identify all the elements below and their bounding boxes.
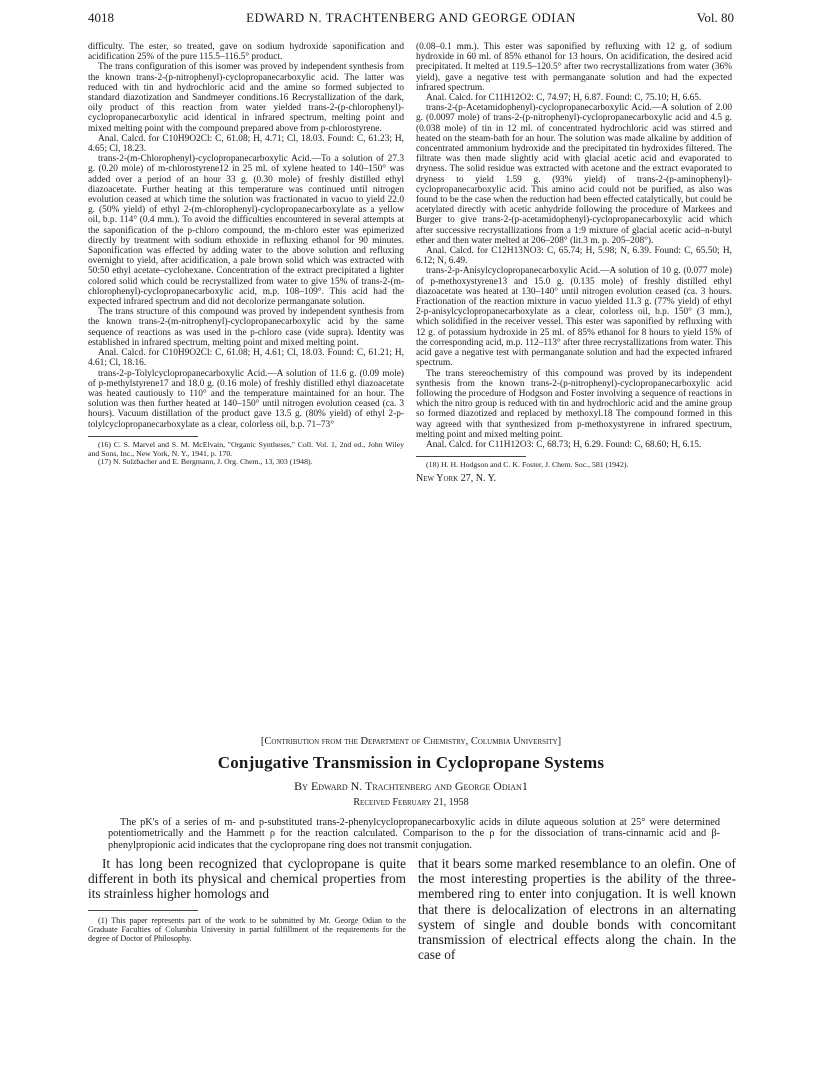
page-number: 4018	[88, 10, 114, 25]
running-header	[88, 10, 734, 30]
footnote: (17) N. Sulzbacher and E. Bergmann, J. Org. Chem., 13, 303 (1948).	[98, 457, 313, 467]
analysis-line: Anal. Calcd. for C10H9O2Cl: C, 61.08; H, 4.71; Cl, 18.03. Found: C, 61.23; H, 4.65; Cl, 18.23.	[88, 133, 404, 155]
analysis-line: Anal. Calcd. for C11H12O3: C, 68.73; H, 6.29. Found: C, 68.60; H, 6.15.	[426, 439, 702, 450]
footnote-rule	[88, 436, 198, 437]
paragraph: trans-2-p-Tolylcyclopropanecarboxylic Acid.—A solution of 11.6 g. (0.09 mole) of p-methylstyrene17 and 18.0 g. (0.16 mole) of freshly distilled ethyl diazoacetate was heated cautiously to 110° and the temperature maintained for an hour. The solution was then further heated at 140–150° until nitrogen evolution ceased (ca. 3 hours). Vacuum distillation of the product gave 13.5 g. (80% yield) of ethyl 2-p-tolylcyclopropanecarboxylate as a clear, colorless oil, b.p. 71–73°	[88, 368, 404, 430]
analysis-line: Anal. Calcd. for C12H13NO3: C, 65.74; H, 5.98; N, 6.39. Found: C, 65.50; H, 6.12; N, 6.49.	[416, 246, 732, 267]
body-left-column	[88, 856, 406, 944]
paragraph: (0.08–0.1 mm.). This ester was saponified by refluxing with 12 g. of sodium hydroxide in 60 ml. of 85% ethanol for 13 hours. On acidification, the desired acid precipitated. It melted at 119.5–120.5° after two recrystallizations from water (36% yield), gave a negative test with permanganate solution and had the expected infrared spectrum.	[416, 42, 732, 93]
received-date: Received February 21, 1958	[353, 797, 469, 808]
footnote: (16) C. S. Marvel and S. M. McElvain, "Organic Syntheses," Coll. Vol. 1, 2nd ed., John Wiley and Sons, Inc., New York, N. Y., 1941, p. 170.	[88, 439, 404, 458]
body-right-column	[418, 856, 736, 962]
footnote-rule	[88, 910, 198, 911]
article-title: Conjugative Transmission in Cyclopropane Systems	[217, 753, 605, 772]
body-paragraph: It has long been recognized that cyclopropane is quite different in both its physical and chemical properties from its strainless higher homologs and	[88, 856, 406, 902]
running-title: EDWARD N. TRACHTENBERG AND GEORGE ODIAN	[246, 10, 576, 25]
analysis-line: Anal. Calcd. for C10H9O2Cl: C, 61.08; H, 4.61; Cl, 18.03. Found: C, 61.21; H, 4.61; Cl, 18.16.	[88, 348, 404, 369]
footnote: (1) This paper represents part of the work to be submitted by Mr. George Odian to the Graduate Faculties of Columbia University in partial fulfillment of the requirements for the degree of Doctor of Philosophy.	[88, 915, 406, 944]
volume-number: Vol. 80	[696, 10, 734, 25]
contribution-line: [Contribution from the Department of Chemistry, Columbia University]	[260, 736, 562, 747]
paragraph: difficulty. The ester, so treated, gave on sodium hydroxide saponification and acidification 25% of the pure 115.5–116.5° product.	[88, 42, 404, 63]
paragraph: The trans stereochemistry of this compound was proved by its independent synthesis from the known trans-2-(p-nitrophenyl)-cyclopropanecarboxylic acid following the procedure of Hodgson and Foster involving a sequence of reactions in which the nitro group is reduced with tin and hydrochloric acid and the amine group so formed diazotized and replaced by methoxyl.18 The compound formed in this way agreed with that synthesized from p-methoxystyrene in infrared spectrum, melting point and mixed melting point.	[416, 368, 732, 440]
right-column	[416, 42, 732, 484]
paragraph: The trans configuration of this isomer was proved by independent synthesis from the known trans-2-(p-nitrophenyl)-cyclopropanecarboxylic acid. The latter was reduced with tin and hydrochloric acid and the amine so formed subjected to standard diazotization and Sandmeyer conditions.16 Recrystallization of the dark, oily product of this reaction from water yielded trans-2-(p-chlorophenyl)-cyclopropanecarboxylic acid identical in infrared spectrum, melting point and mixed melting point with the compound prepared above from p-chlorostyrene.	[88, 62, 404, 134]
paragraph: The trans structure of this compound was proved by independent synthesis from the known trans-2-(m-nitrophenyl)-cyclopropanecarboxylic acid by the same sequence of reactions as was used in the p-chloro case (vide supra). Identity was established in infrared spectrum, melting point and mixed melting point.	[88, 307, 404, 348]
abstract: The pK's of a series of m- and p-substituted trans-2-phenylcyclopropanecarboxylic acids in dilute aqueous solution at 25° were determined potentiometrically and the Hammett ρ for the reaction calculated. Comparison to the ρ for the dissociation of trans-cinnamic acid and β-phenylpropionic acid indicates that the cyclopropane ring does not transmit conjugation.	[108, 817, 720, 851]
paragraph: trans-2-(p-Acetamidophenyl)-cyclopropanecarboxylic Acid.—A solution of 2.00 g. (0.0097 mole) of trans-2-(p-nitrophenyl)-cyclopropanecarboxylic acid and 4.5 g. (0.038 mole) of tin in 12 ml. of concentrated hydrochloric acid was stirred and heated on the steam-bath for an hour. The solution was made alkaline by addition of concentrated ammonium hydroxide and the precipitated tin hydroxides filtered. The filtrate was then made slightly acid with glacial acetic acid and evaporated to dryness. The solid residue was extracted with acetone and the extract evaporated to dryness to yield 1.59 g. (93% yield) of trans-2-(p-aminophenyl)-cyclopropanecarboxylic acid. This amino acid could not be purified, as also was found to be the case when the reduction had been effected catalytically, but could be acetylated directly with acetic anhydride following the procedure of Markees and Burger to give trans-2-(p-acetamidophenyl)-cyclopropanecarboxylic acid which after successive recrystallizations from a 1:9 mixture of glacial acetic acid–n-butyl ether and then water melted at 206–208° (lit.3 m. p. 205–208°).	[416, 103, 732, 246]
paragraph: trans-2-(m-Chlorophenyl)-cyclopropanecarboxylic Acid.—To a solution of 27.3 g. (0.20 mole) of m-chlorostyrene12 in 25 ml. of xylene heated to 140–150° was added over a period of an hour 33 g. (0.30 mole) of freshly distilled ethyl diazoacetate. Further heating at this temperature was continued until nitrogen evolution ceased at which time the solution was fractionated in vacuo to yield 22.0 g. (50% yield) of ethyl 2-(m-chlorophenyl)-cyclopropanecarboxylate as a yellow oil, b.p. 114° (0.4 mm.). To avoid the difficulties encountered in several attempts at the saponification of the p-chloro compound, the m-chloro ester was epimerized directly by treatment with sodium ethoxide in refluxing ethanol for 90 minutes. Saponification was effected by adding water to the above solution and refluxing overnight to yield, after acidification, a pale brown solid which was extracted with 50:50 ethyl acetate–cyclohexane. Concentration of the extract precipitated a lighter colored solid which could be recrystallized from water to give 15% of trans-2-(m-chlorophenyl)-cyclopropanecarboxylic acid, m.p. 108–109°. This acid had the expected infrared spectrum and did not decolorize permanganate solution.	[88, 154, 404, 308]
footnote: (18) H. H. Hodgson and C. K. Foster, J. Chem. Soc., 581 (1942).	[426, 460, 629, 470]
footnote-rule	[416, 456, 526, 457]
body-paragraph: that it bears some marked resemblance to an olefin. One of the most interesting properties is the ability of the three-membered ring to enter into conjugation. It is well known that there is delocalization of electrons in an alternating system of single and double bonds with concomitant transmission of electrical effects along the chain. In the case of	[418, 856, 736, 963]
article-authors: By Edward N. Trachtenberg and George Odian1	[294, 779, 528, 793]
location-line: New York 27, N. Y.	[416, 472, 497, 484]
left-column	[88, 42, 404, 467]
analysis-line: Anal. Calcd. for C11H12O2: C, 74.97; H, 6.87. Found: C, 75.10; H, 6.65.	[426, 93, 702, 104]
paragraph: trans-2-p-Anisylcyclopropanecarboxylic Acid.—A solution of 10 g. (0.077 mole) of p-methoxystyrene13 and 15.0 g. (0.135 mole) of freshly distilled ethyl diazoacetate was heated at 130–140° until nitrogen evolution ceased (ca. 3 hours. Fractionation of the reaction mixture in vacuo yielded 11.3 g. (77% yield) of ethyl 2-p-anisylcyclopropanecarboxylate as a clear, colorless oil, b.p. 150° (3 mm.), which solidified in the receiver vessel. This ester was saponified by refluxing with 12 g. of potassium hydroxide in 25 ml. of 85% ethanol for 8 hours to yield 15% of the corresponding acid, m.p. 112–113° after three recrystallizations from water. This acid gave a negative test with permanganate solution and had the expected infrared spectrum.	[416, 266, 732, 369]
